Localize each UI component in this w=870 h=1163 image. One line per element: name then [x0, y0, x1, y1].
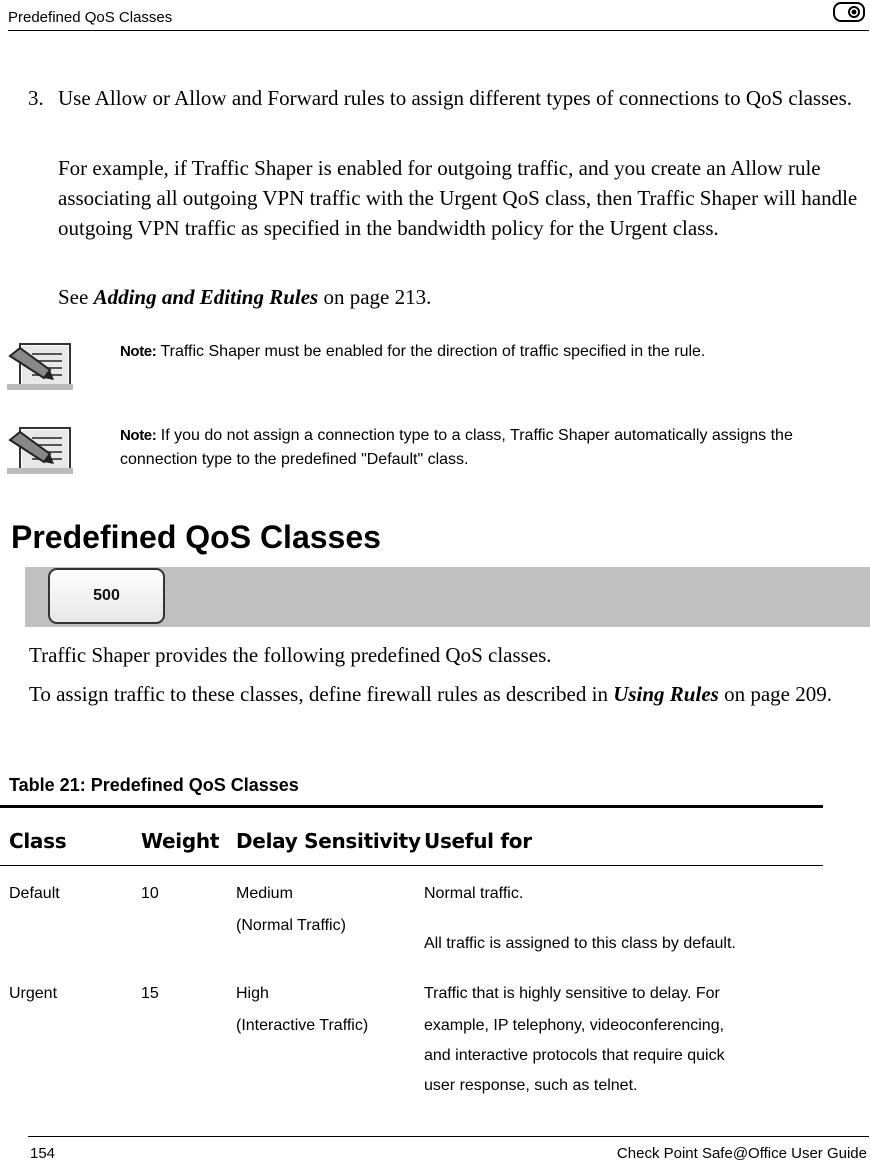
table-cell-class: Default: [9, 885, 60, 902]
intro-paragraph: Traffic Shaper provides the following predefined QoS classes.: [29, 643, 552, 667]
table-cell-delay: High: [236, 985, 269, 1002]
note-2: [120, 424, 820, 472]
product-model-badge: 500: [48, 568, 165, 624]
table-cell-useful-line: Traffic that is highly sensitive to delay. For: [424, 985, 720, 1002]
column-header-weight: Weight: [141, 829, 220, 853]
note-pencil-icon: [6, 336, 76, 392]
table-caption: Table 21: Predefined QoS Classes: [9, 775, 299, 795]
page-number: 154: [30, 1145, 56, 1162]
table-cell-delay-detail: (Normal Traffic): [236, 917, 346, 934]
table-cell-delay: Medium: [236, 885, 293, 902]
note-pencil-icon: [6, 420, 76, 476]
table-cell-useful-detail: All traffic is assigned to this class by default.: [424, 935, 736, 952]
see-suffix: on page 213.: [318, 285, 432, 309]
table-cell-useful-line: example, IP telephony, videoconferencing,: [424, 1017, 725, 1034]
table-cell-useful: Normal traffic.: [424, 885, 524, 902]
table-cell-useful-line: user response, such as telnet.: [424, 1077, 638, 1094]
table-cell-delay-detail: (Interactive Traffic): [236, 1017, 369, 1034]
section-heading: Predefined QoS Classes: [11, 519, 381, 555]
step-number: 3.: [28, 86, 44, 110]
step-text: Use Allow or Allow and Forward rules to assign different types of connections to QoS classes.: [58, 86, 852, 110]
intro-paragraph-2: [29, 679, 869, 709]
product-logo-icon: [833, 2, 865, 22]
see-prefix: See: [58, 285, 94, 309]
using-rules-link[interactable]: Using Rules: [613, 682, 719, 706]
example-paragraph: For example, if Traffic Shaper is enabled for outgoing traffic, and you create an Allow rule associating all outgoing VPN traffic with the Urgent QoS class, then Traffic Shaper will handle outgoing VPN traffic as specified in the bandwidth policy for the Urgent class.: [58, 156, 858, 240]
footer-rule: [28, 1136, 869, 1137]
table-top-rule: [0, 805, 823, 808]
table-cell-weight: 15: [141, 985, 159, 1002]
header-rule: [8, 30, 869, 31]
table-header-rule: [0, 865, 823, 866]
see-link[interactable]: Adding and Editing Rules: [93, 285, 319, 309]
table-cell-weight: 10: [141, 885, 159, 902]
intro2-suffix: on page 209.: [718, 682, 832, 706]
note-label: Note:: [120, 427, 157, 444]
table-cell-class: Urgent: [9, 985, 58, 1002]
see-reference: [58, 282, 431, 312]
note-label: Note:: [120, 343, 157, 360]
note-1: [120, 340, 840, 364]
intro2-prefix: To assign traffic to these classes, define firewall rules as described in: [29, 682, 614, 706]
column-header-class: Class: [9, 829, 67, 853]
column-header-delay-sensitivity: Delay Sensitivity: [236, 829, 421, 853]
running-header-title: Predefined QoS Classes: [8, 9, 173, 26]
book-title: Check Point Safe@Office User Guide: [616, 1145, 867, 1162]
table-cell-useful-line: and interactive protocols that require quick: [424, 1047, 725, 1064]
note-text: Traffic Shaper must be enabled for the direction of traffic specified in the rule.: [156, 343, 706, 360]
note-text: If you do not assign a connection type to a class, Traffic Shaper automatically assigns the connection type to the predefined "Default" class.: [120, 427, 793, 468]
column-header-useful-for: Useful for: [424, 829, 532, 853]
